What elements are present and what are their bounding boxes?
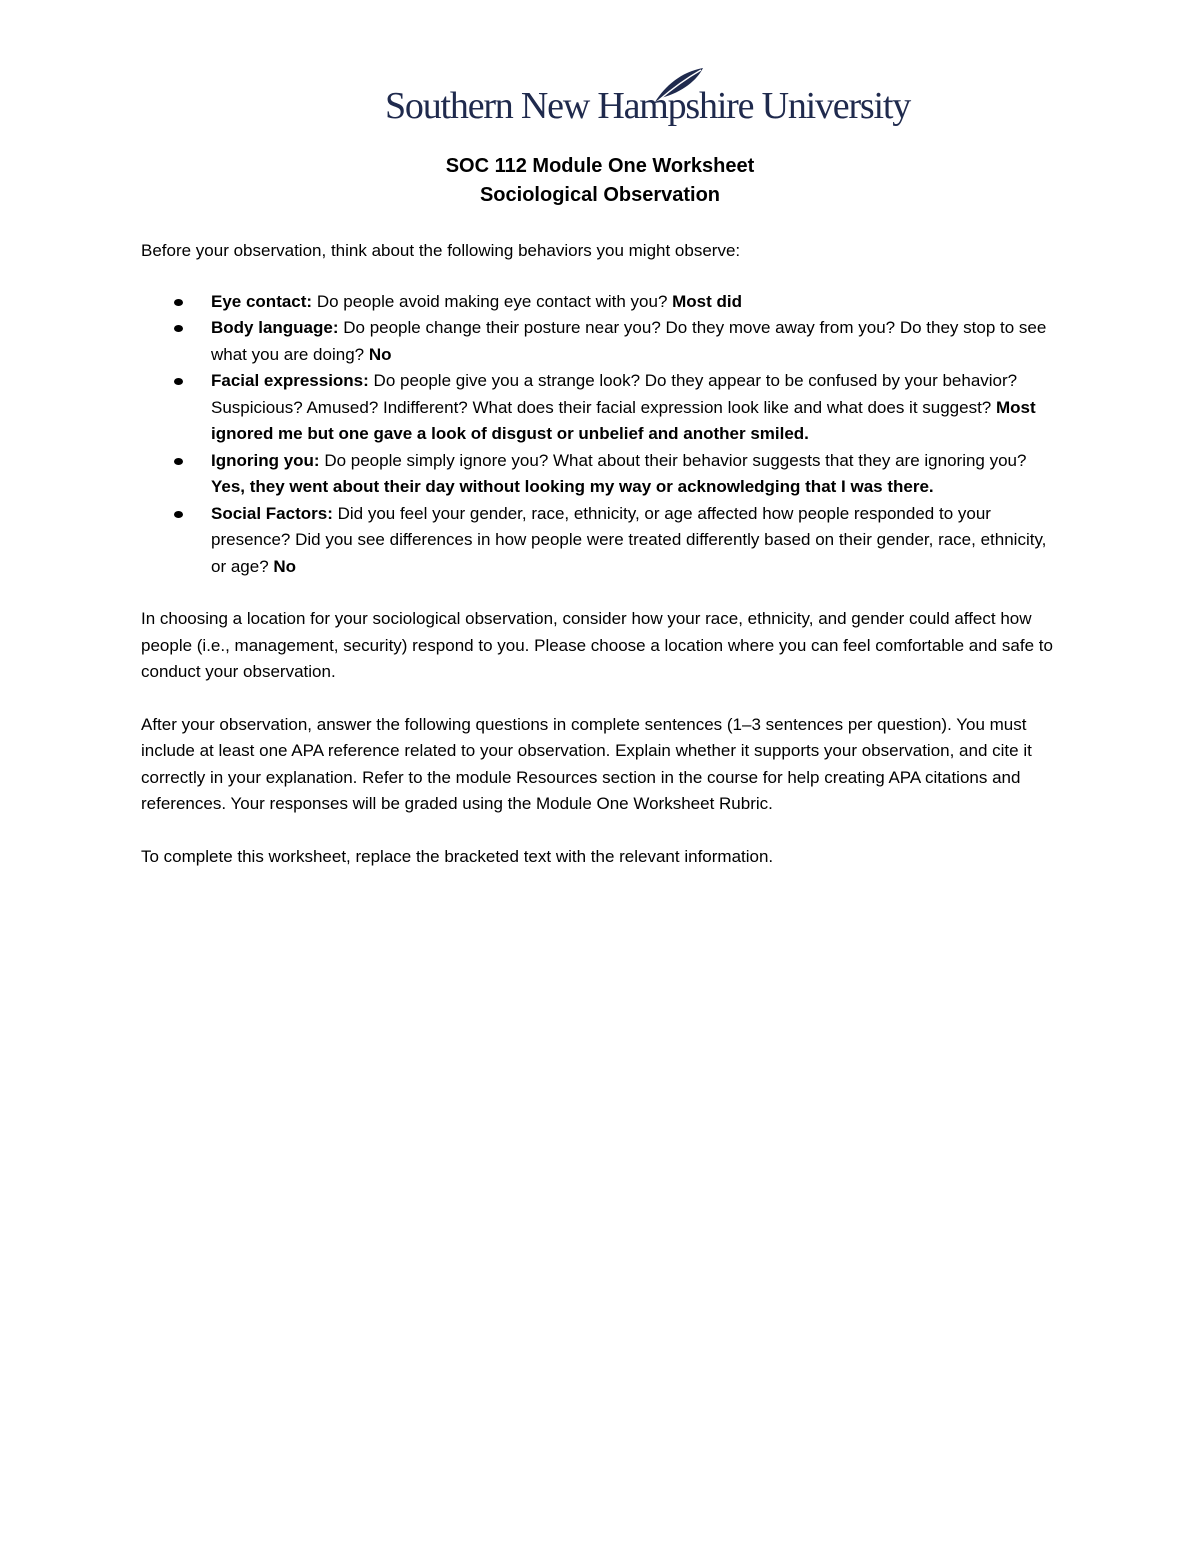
- location-paragraph: In choosing a location for your sociological observation, consider how your race, ethnicity, and gender could affect how people (i.e., management, security) respond to you. Please choose a location where you can feel comfortable and safe to conduct your observation.: [141, 609, 1053, 681]
- list-item: [211, 368, 1061, 448]
- behavior-label: Facial expressions:: [211, 371, 369, 390]
- behavior-question: Do people avoid making eye contact with you?: [312, 291, 673, 311]
- behavior-answer: Most did: [672, 291, 743, 311]
- bullet-icon: [174, 325, 183, 332]
- page-subtitle: Sociological Observation: [479, 184, 721, 206]
- bullet-icon: [174, 378, 183, 385]
- behavior-question: Do people give you a strange look? Do they appear to be confused by your behavior? Suspicious? Amused? Indifferent? What does their facial expression look like and what does it suggest?: [211, 371, 1018, 417]
- behavior-label: Body language:: [211, 318, 339, 337]
- behavior-answer: Most ignored me but one gave a look of disgust or unbelief and another smiled.: [211, 397, 1036, 443]
- bullet-icon: [174, 299, 183, 306]
- behavior-label: Ignoring you:: [211, 450, 320, 470]
- list-item: [211, 289, 1061, 316]
- intro-text: Before your observation, think about the following behaviors you might observe:: [141, 241, 741, 260]
- bullet-icon: [174, 458, 183, 465]
- behavior-question: Did you feel your gender, race, ethnicity, or age affected how people responded to your presence? Did you see differences in how people were treated differently based on their gender, race, ethnicity, or age?: [211, 503, 1047, 576]
- page-title: SOC 112 Module One Worksheet: [445, 155, 755, 177]
- behavior-label: Social Factors:: [211, 503, 333, 523]
- bullet-icon: [174, 511, 183, 518]
- title-block: [0, 152, 1200, 210]
- behavior-question: Do people simply ignore you? What about their behavior suggests that they are ignoring you?: [319, 450, 1027, 470]
- list-item: [211, 315, 1061, 368]
- behaviors-list: [141, 289, 1061, 581]
- behavior-label: Eye contact:: [211, 291, 313, 311]
- behavior-question: Do people change their posture near you? Do they move away from you? Do they stop to see what you are doing?: [211, 318, 1047, 364]
- behavior-answer: No: [368, 344, 392, 364]
- after-observation-paragraph: After your observation, answer the following questions in complete sentences (1–3 sentences per question). You must include at least one APA reference related to your observation. Explain whether it supports your observation, and cite it correctly in your explanation. Refer to the module Resources section in the course for help creating APA citations and references. Your responses will be graded using the Module One Worksheet Rubric.: [141, 714, 1032, 813]
- university-logo: [385, 66, 911, 138]
- worksheet-body: [141, 238, 1061, 870]
- completion-instructions: To complete this worksheet, replace the bracketed text with the relevant information.: [141, 846, 774, 866]
- list-item: [211, 501, 1061, 581]
- logo-text: Southern New Hampshire University: [385, 85, 911, 127]
- list-item: [211, 448, 1061, 501]
- behavior-answer: Yes, they went about their day without looking my way or acknowledging that I was there.: [211, 477, 934, 496]
- behavior-answer: No: [273, 556, 297, 576]
